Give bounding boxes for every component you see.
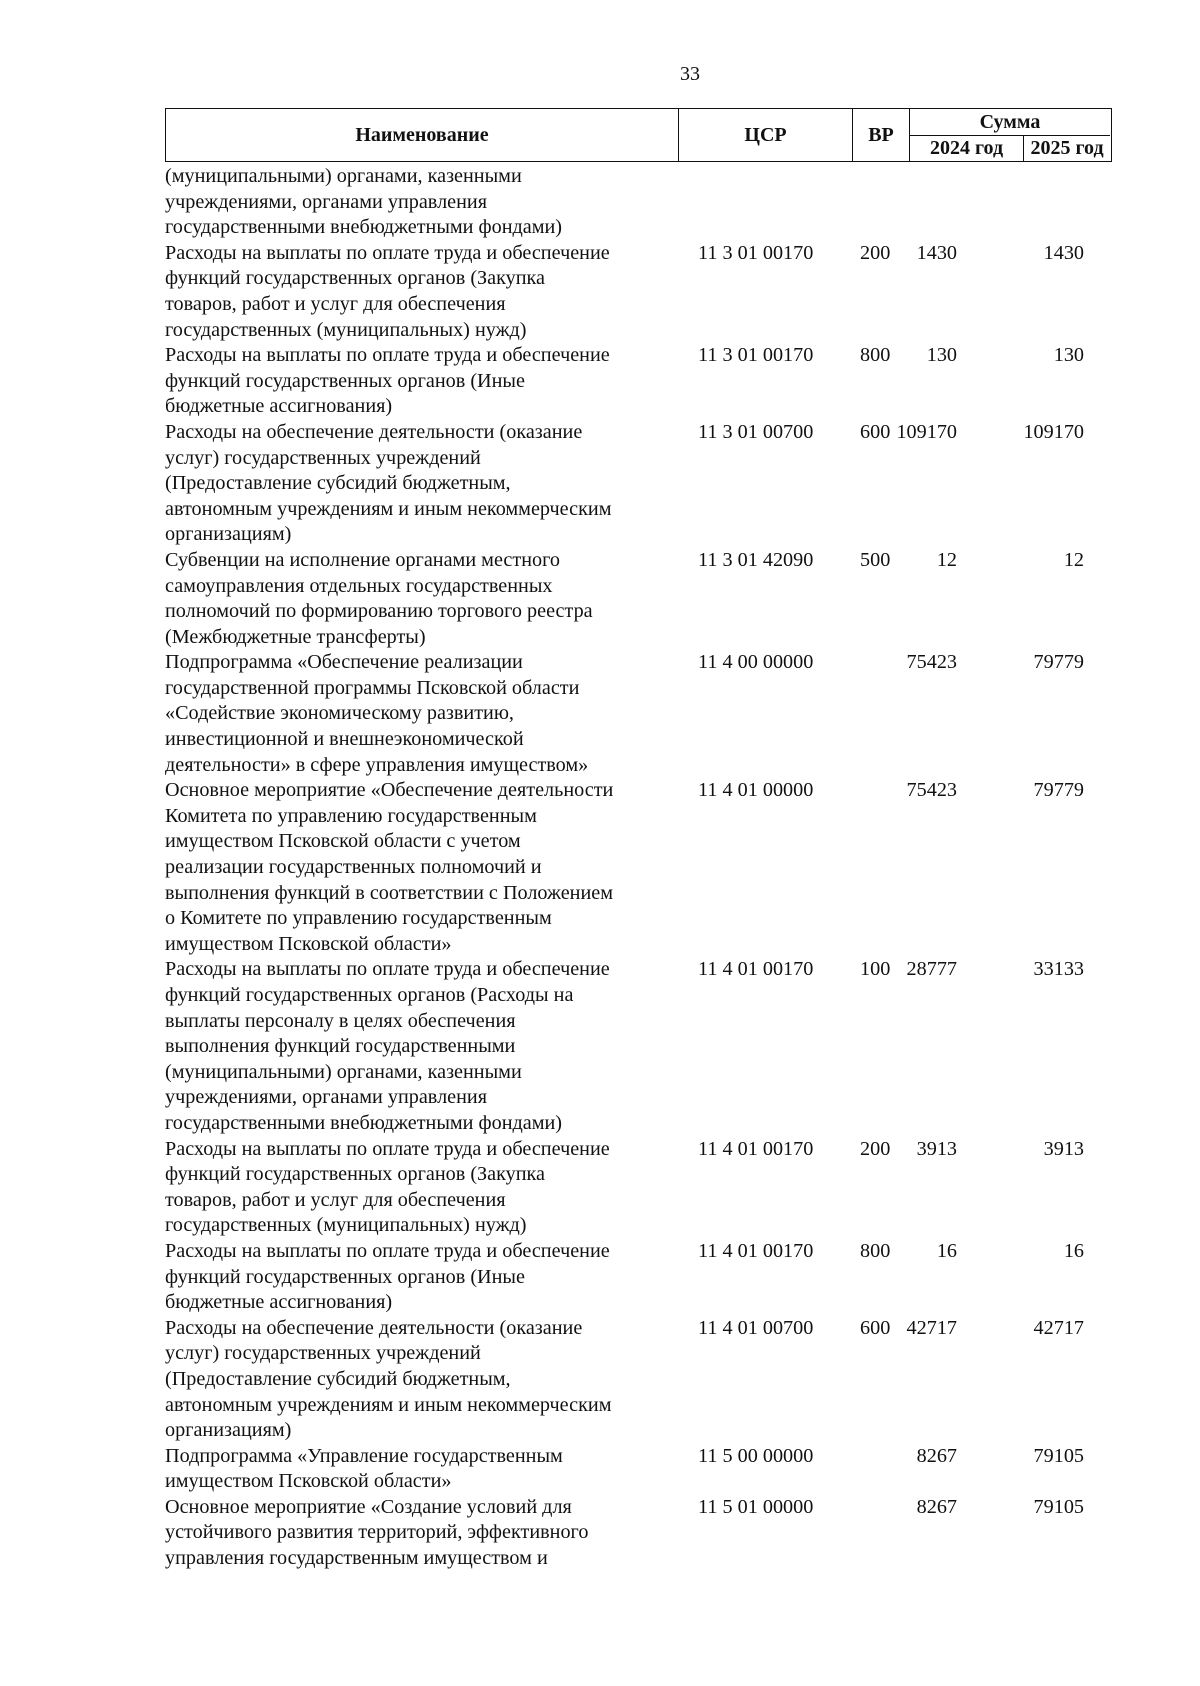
row-sum-2025: 1430 bbox=[1043, 241, 1084, 264]
table-body bbox=[165, 164, 1112, 1572]
row-vr: 200 bbox=[860, 241, 891, 264]
row-vr: 800 bbox=[860, 1239, 891, 1262]
header-name: Наименование bbox=[166, 109, 679, 161]
row-name: Расходы на выплаты по оплате труда и обеспечение функций государственных органов (Расходы на выплаты персоналу в целях обеспечения выполнения функций государственными (муниципальными) органами, казенными учреждениями, органами управления государственными внебюджетными фондами) bbox=[165, 958, 610, 1134]
table-row bbox=[165, 1495, 1112, 1572]
table-row bbox=[165, 1444, 1112, 1495]
table-row bbox=[165, 343, 1112, 420]
table-row bbox=[165, 957, 1112, 1136]
row-name: Подпрограмма «Обеспечение реализации государственной программы Псковской области «Содействие экономическому развитию, инвестиционной и внешнеэкономической деятельности» в сфере управления имуществом» bbox=[165, 651, 589, 776]
header-year-2025: 2025 год bbox=[1030, 137, 1104, 159]
row-csr: 11 3 01 00170 bbox=[698, 344, 814, 367]
row-sum-2025: 79105 bbox=[1033, 1495, 1084, 1518]
row-vr: 800 bbox=[860, 344, 891, 367]
row-csr: 11 3 01 42090 bbox=[698, 548, 814, 571]
row-sum-2024: 8267 bbox=[916, 1495, 957, 1518]
row-name: Расходы на выплаты по оплате труда и обеспечение функций государственных органов (Закупка товаров, работ и услуг для обеспечения государственных (муниципальных) нужд) bbox=[165, 1137, 610, 1237]
table-row bbox=[165, 1137, 1112, 1239]
row-sum-2025: 12 bbox=[1063, 548, 1084, 571]
table-row bbox=[165, 1316, 1112, 1444]
row-vr: 100 bbox=[860, 958, 891, 981]
row-sum-2025: 42717 bbox=[1033, 1316, 1084, 1339]
row-csr: 11 4 01 00170 bbox=[698, 1137, 814, 1160]
table-row bbox=[165, 420, 1112, 548]
row-sum-2024: 12 bbox=[936, 548, 957, 571]
table-header bbox=[165, 108, 1112, 162]
row-vr: 500 bbox=[860, 548, 891, 571]
row-sum-2024: 130 bbox=[926, 344, 957, 367]
row-csr: 11 4 01 00170 bbox=[698, 958, 814, 981]
row-name: Расходы на выплаты по оплате труда и обеспечение функций государственных органов (Закупка товаров, работ и услуг для обеспечения государственных (муниципальных) нужд) bbox=[165, 241, 610, 341]
row-csr: 11 5 00 00000 bbox=[698, 1444, 814, 1467]
row-sum-2025: 79779 bbox=[1033, 651, 1084, 674]
row-sum-2025: 33133 bbox=[1033, 958, 1084, 981]
row-sum-2024: 109170 bbox=[896, 420, 957, 443]
row-sum-2025: 109170 bbox=[1023, 420, 1084, 443]
row-vr: 200 bbox=[860, 1137, 891, 1160]
row-sum-2024: 42717 bbox=[906, 1316, 957, 1339]
table-row bbox=[165, 548, 1112, 650]
row-name: Расходы на выплаты по оплате труда и обеспечение функций государственных органов (Иные бюджетные ассигнования) bbox=[165, 344, 610, 418]
row-name: (муниципальными) органами, казенными учреждениями, органами управления государственными внебюджетными фондами) bbox=[165, 165, 563, 239]
table-row bbox=[165, 778, 1112, 957]
row-name: Расходы на обеспечение деятельности (оказание услуг) государственных учреждений (Предоставление субсидий бюджетным, автономным учреждениям и иным некоммерческим организациям) bbox=[165, 1316, 612, 1442]
row-sum-2025: 16 bbox=[1063, 1239, 1084, 1262]
table-row bbox=[165, 650, 1112, 778]
row-sum-2024: 1430 bbox=[916, 241, 957, 264]
table-row bbox=[165, 164, 1112, 241]
row-sum-2025: 79105 bbox=[1033, 1444, 1084, 1467]
row-sum-2024: 8267 bbox=[916, 1444, 957, 1467]
row-vr: 600 bbox=[860, 420, 891, 443]
row-sum-2025: 79779 bbox=[1033, 779, 1084, 802]
header-year-2024: 2024 год bbox=[910, 136, 1024, 161]
row-sum-2024: 16 bbox=[936, 1239, 957, 1262]
row-sum-2025: 130 bbox=[1053, 344, 1084, 367]
table-row bbox=[165, 1239, 1112, 1316]
row-csr: 11 5 01 00000 bbox=[698, 1495, 814, 1518]
page-number: 33 bbox=[680, 63, 700, 85]
row-name: Расходы на обеспечение деятельности (оказание услуг) государственных учреждений (Предоставление субсидий бюджетным, автономным учреждениям и иным некоммерческим организациям) bbox=[165, 420, 612, 546]
row-vr: 600 bbox=[860, 1316, 891, 1339]
table-row bbox=[165, 241, 1112, 343]
row-name: Основное мероприятие «Обеспечение деятельности Комитета по управлению государственным имуществом Псковской области с учетом реализации государственных полномочий и выполнения функций в соответствии с Положением о Комитете по управлению государственным имуществом Псковской области» bbox=[165, 779, 614, 955]
header-csr: ЦСР bbox=[679, 109, 853, 161]
row-csr: 11 4 00 00000 bbox=[698, 651, 814, 674]
row-sum-2024: 75423 bbox=[906, 779, 957, 802]
row-csr: 11 4 01 00000 bbox=[698, 779, 814, 802]
row-name: Основное мероприятие «Создание условий для устойчивого развития территорий, эффективного управления государственным имуществом и bbox=[165, 1495, 589, 1570]
row-csr: 11 3 01 00700 bbox=[698, 420, 814, 443]
row-name: Субвенции на исполнение органами местного самоуправления отдельных государственных полномочий по формированию торгового реестра (Межбюджетные трансферты) bbox=[165, 548, 593, 648]
row-sum-2024: 75423 bbox=[906, 651, 957, 674]
header-vr: ВР bbox=[853, 109, 910, 161]
row-csr: 11 4 01 00170 bbox=[698, 1239, 814, 1262]
header-sum: Сумма bbox=[910, 109, 1110, 136]
row-name: Подпрограмма «Управление государственным имуществом Псковской области» bbox=[165, 1444, 563, 1493]
row-sum-2024: 28777 bbox=[906, 958, 957, 981]
row-name: Расходы на выплаты по оплате труда и обеспечение функций государственных органов (Иные бюджетные ассигнования) bbox=[165, 1239, 610, 1314]
row-sum-2025: 3913 bbox=[1043, 1137, 1084, 1160]
row-csr: 11 3 01 00170 bbox=[698, 241, 814, 264]
row-sum-2024: 3913 bbox=[916, 1137, 957, 1160]
row-csr: 11 4 01 00700 bbox=[698, 1316, 814, 1339]
